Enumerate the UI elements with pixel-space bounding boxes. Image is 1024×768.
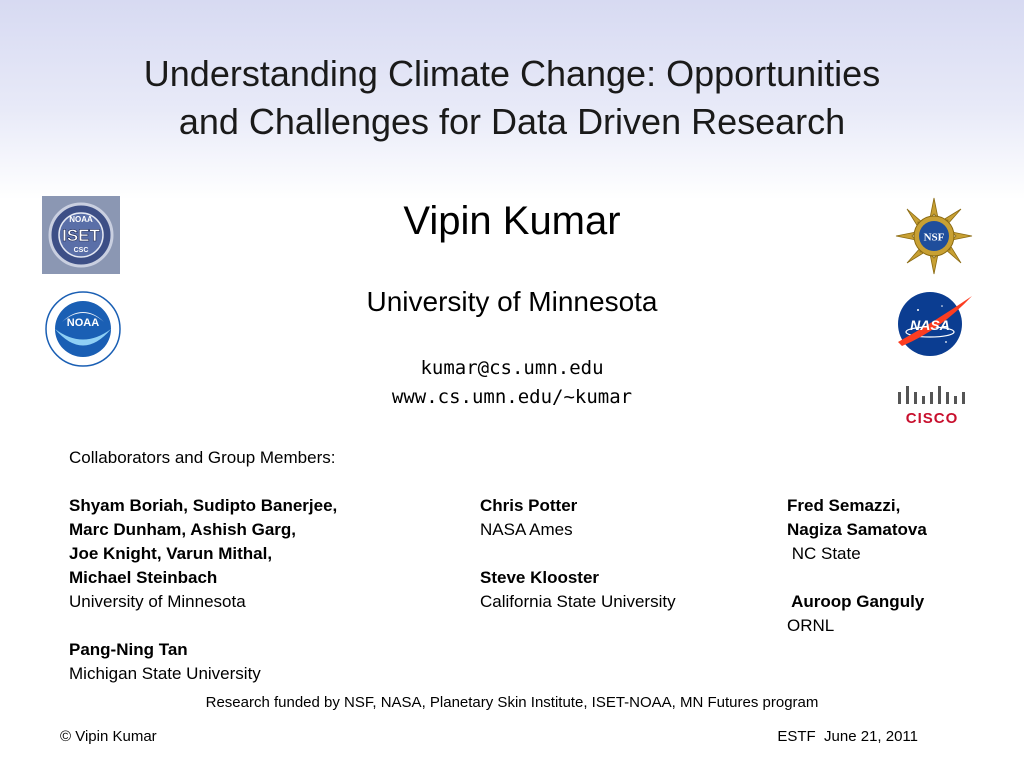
collaborator-org: NC State <box>787 544 861 563</box>
title-line-2: and Challenges for Data Driven Research <box>178 101 846 142</box>
collaborator-names: Fred Semazzi, <box>787 496 901 515</box>
collaborator-org: NASA Ames <box>480 520 573 539</box>
cisco-label: CISCO <box>905 410 959 426</box>
collaborator-names: Chris Potter <box>480 496 578 515</box>
iset-sub: CSC <box>73 247 89 254</box>
title-line-1: Understanding Climate Change: Opportunities <box>143 53 881 94</box>
nsf-label: NSF <box>923 231 945 244</box>
collaborator-names: Joe Knight, Varun Mithal, <box>69 544 273 563</box>
nasa-label: NASA <box>910 317 950 333</box>
footer-event-date: ESTF June 21, 2011 <box>777 728 918 745</box>
nasa-logo <box>894 290 974 358</box>
collaborators-column-3 <box>787 494 927 638</box>
author-affiliation: University of Minnesota <box>366 286 658 317</box>
collaborator-org: Michigan State University <box>69 664 261 683</box>
iset-logo <box>42 196 120 274</box>
collaborator-names: Steve Klooster <box>480 568 600 587</box>
cisco-logo <box>894 382 974 426</box>
collaborator-names: Nagiza Samatova <box>787 520 927 539</box>
contact-email: kumar@cs.umn.edu <box>420 357 604 379</box>
collaborator-names: Auroop Ganguly <box>787 592 925 611</box>
collaborator-org: University of Minnesota <box>69 592 246 611</box>
footer-copyright: © Vipin Kumar <box>60 728 157 745</box>
noaa-logo <box>44 290 122 368</box>
contact-block <box>262 354 762 412</box>
collaborators-column-2 <box>480 494 676 614</box>
collaborator-org: California State University <box>480 592 676 611</box>
collaborator-names: Marc Dunham, Ashish Garg, <box>69 520 297 539</box>
noaa-label: NOAA <box>66 317 100 329</box>
contact-website: www.cs.umn.edu/~kumar <box>391 386 633 408</box>
author-name: Vipin Kumar <box>403 199 621 243</box>
funding-note: Research funded by NSF, NASA, Planetary Skin Institute, ISET-NOAA, MN Futures program <box>205 694 819 711</box>
collaborator-names: Michael Steinbach <box>69 568 218 587</box>
nsf-logo <box>894 196 974 276</box>
collaborator-names: Pang-Ning Tan <box>69 640 188 659</box>
collaborator-names: Shyam Boriah, Sudipto Banerjee, <box>69 496 338 515</box>
collaborators-heading: Collaborators and Group Members: <box>69 448 336 467</box>
iset-ring-text: NOAA <box>69 215 93 224</box>
slide-title <box>60 50 964 146</box>
collaborator-org: ORNL <box>787 616 835 635</box>
collaborators-column-1 <box>69 494 337 686</box>
iset-label: ISET <box>62 226 100 245</box>
